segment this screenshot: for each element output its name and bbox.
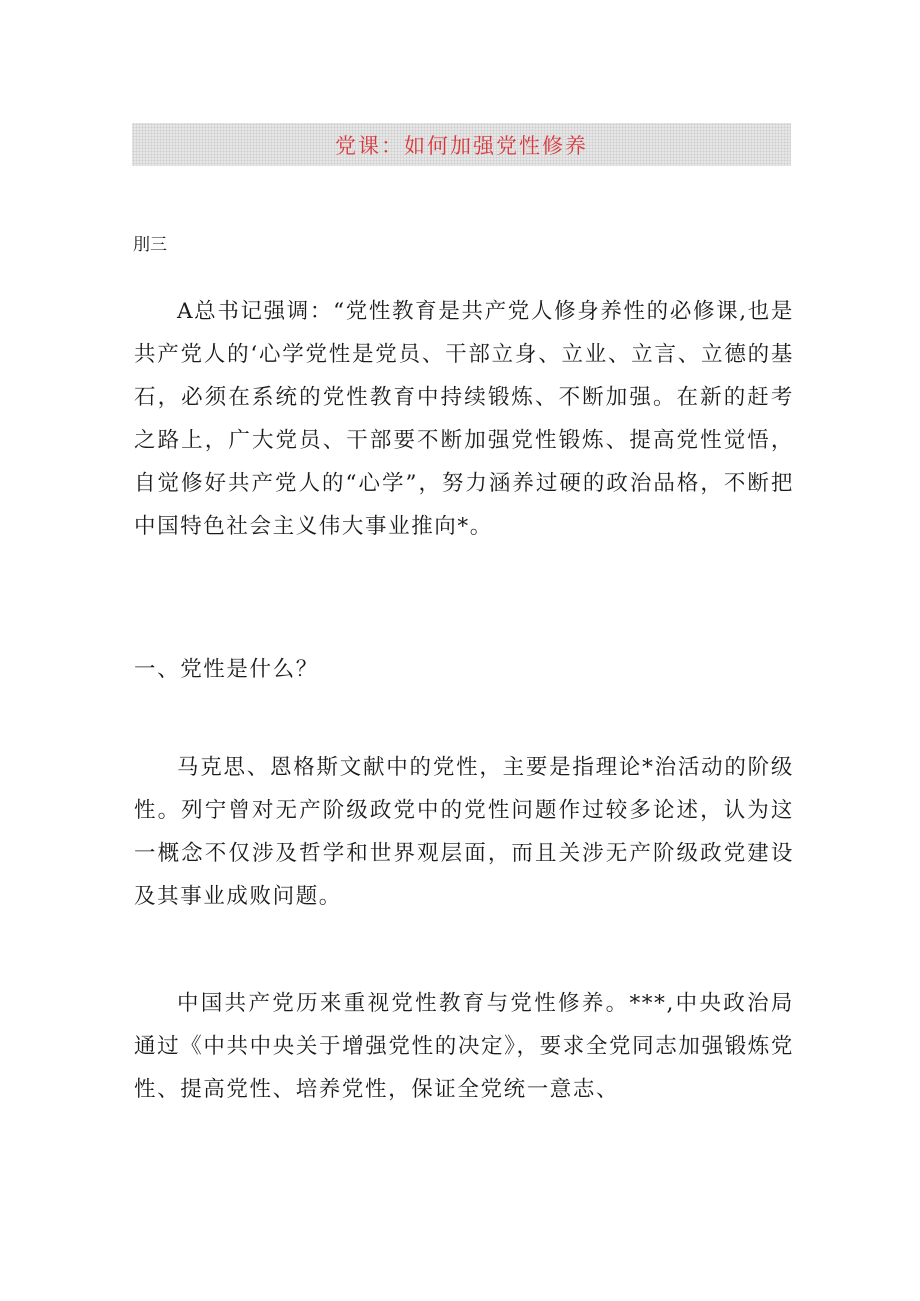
section-heading: 一、党性是什么？ [134,657,319,682]
paragraph-intro: A总书记强调：“党性教育是共产党人修身养性的必修课,也是共产党人的‘心学党性是党员、干部立身、立业、立言、立德的基石，必须在系统的党性教育中持续锻炼、不断加强。在新的赶考之路上，广大党员、干部要不断加强党性锻炼、提高党性觉悟，自觉修好共产党人的“心学”，努力涵养过硬的政治品格，不断把中国特色社会主义伟大事业推向*。 [134,299,794,539]
paragraph-marx-engels: 马克思、恩格斯文献中的党性，主要是指理论*治活动的阶级性。列宁曾对无产阶级政党中的党性问题作过较多论述，认为这一概念不仅涉及哲学和世界观层面，而且关涉无产阶级政党建设及其事业成败问题。 [134,755,794,909]
document-title: 党课：如何加强党性修养 [335,133,588,158]
preface-label: 刖三 [133,235,167,255]
title-banner [132,123,791,166]
paragraph-cpc: 中国共产党历来重视党性教育与党性修养。***,中央政治局通过《中共中央关于增强党性的决定》，要求全党同志加强锻炼党性、提高党性、培养党性，保证全党统一意志、 [134,991,794,1102]
